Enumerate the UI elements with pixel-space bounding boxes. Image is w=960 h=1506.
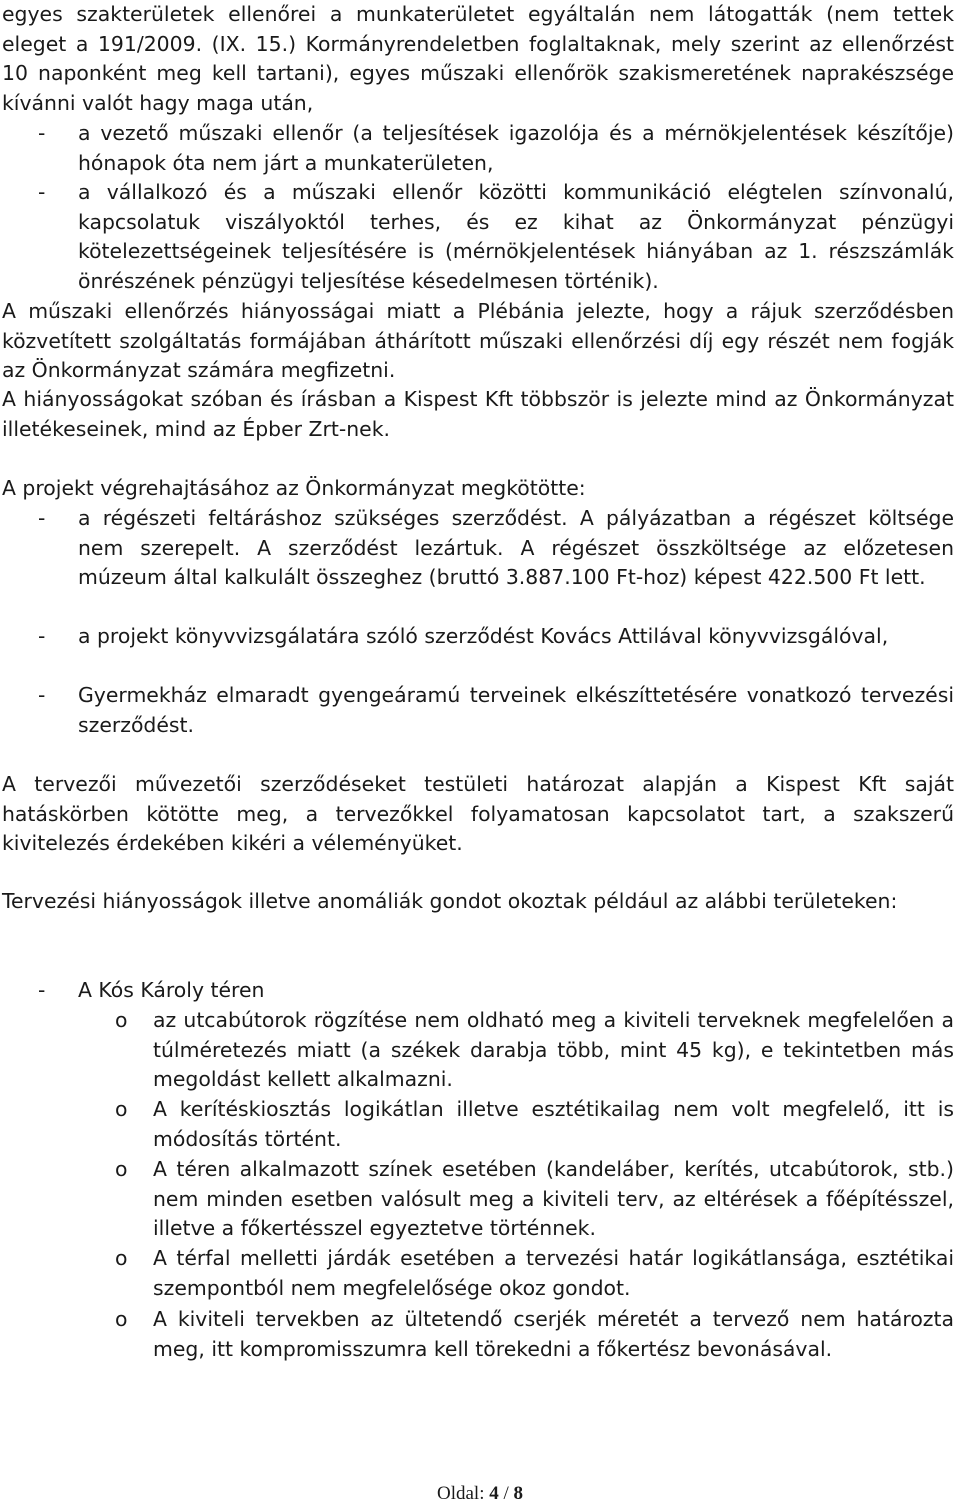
list-dash: - xyxy=(38,121,46,145)
list-dash: - xyxy=(38,624,46,648)
sublist-item-fence: A kerítéskiosztás logikátlan illetve esztétikailag nem volt megfelelő, itt is módosítás történt. xyxy=(153,1097,954,1151)
sublist-item-shrubs: A kiviteli tervekben az ültetendő cserjék méretét a tervező nem határozta meg, itt kompromisszumra kell törekedni a főkertész bevonásával. xyxy=(153,1307,954,1361)
list-item-lead-inspector: a vezető műszaki ellenőr (a teljesítések igazolója és a mérnökjelentések készítője) hónapok óta nem járt a munkaterületen, xyxy=(78,121,954,175)
paragraph-inspectors: egyes szakterületek ellenőrei a munkaterületet egyáltalán nem látogatták (nem tettek eleget a 191/2009. (IX. 15.) Kormányrendeletben foglaltaknak, mely szerint az ellenőrzést 10 naponként meg kell tartani), egyes műszaki ellenőrök szakismeretének naprakészsége kívánni valót hagy maga után, xyxy=(2,2,954,115)
paragraph-deficiencies: A hiányosságokat szóban és írásban a Kispest Kft többször is jelezte mind az Önkormányzat illetékeseinek, mind az Épber Zrt-nek. xyxy=(2,387,954,441)
sublist-item-colors: A téren alkalmazott színek esetében (kandeláber, kerítés, utcabútorok, stb.) nem minden esetben valósult meg a kiviteli terv, az eltérések a főépítésszel, illetve a főkertésszel egyeztetve történnek. xyxy=(153,1157,954,1241)
footer-label: Oldal: xyxy=(436,1483,485,1504)
page-total: 8 xyxy=(513,1483,524,1504)
sublist-item-sidewalks: A térfal melletti járdák esetében a tervezési határ logikátlansága, esztétikai szempontból nem megfelelősége okoz gondot. xyxy=(153,1246,954,1300)
list-bullet: o xyxy=(115,1246,128,1270)
list-dash: - xyxy=(38,683,46,707)
list-item-audit: a projekt könyvvizsgálatára szóló szerződést Kovács Attilával könyvvizsgálóval, xyxy=(78,624,889,648)
list-item-design-contract: Gyermekház elmaradt gyengeáramú terveinek elkészíttetésére vonatkozó tervezési szerződést. xyxy=(78,683,954,737)
sublist-item-furniture: az utcabútorok rögzítése nem oldható meg a kiviteli terveknek megfelelően a túlméretezés miatt (a székek darabja több, mint 45 kg), e tekintetben más megoldást kellett alkalmazni. xyxy=(153,1008,954,1092)
list-dash: - xyxy=(38,978,46,1002)
page-separator: / xyxy=(503,1483,509,1504)
list-item-archaeology: a régészeti feltáráshoz szükséges szerződést. A pályázatban a régészet költsége nem szerepelt. A szerződést lezártuk. A régészet összköltsége az előzetesen múzeum által kalkulált összeghez (bruttó 3.887.100 Ft-hoz) képest 422.500 Ft lett. xyxy=(78,506,954,590)
list-dash: - xyxy=(38,506,46,530)
list-dash: - xyxy=(38,180,46,204)
paragraph-parish: A műszaki ellenőrzés hiányosságai miatt a Plébánia jelezte, hogy a rájuk szerződésben közvetített szolgáltatás formájában áthárított műszaki ellenőrzési díj egy részét nem fogják az Önkormányzat számára megfizetni. xyxy=(2,299,954,383)
list-bullet: o xyxy=(115,1097,128,1121)
page-number: 4 xyxy=(489,1483,499,1504)
list-bullet: o xyxy=(115,1157,128,1181)
page-footer xyxy=(0,1482,960,1506)
paragraph-contracts-intro: A projekt végrehajtásához az Önkormányzat megkötötte: xyxy=(2,476,586,500)
list-bullet: o xyxy=(115,1008,128,1032)
list-bullet: o xyxy=(115,1307,128,1331)
list-item-square: A Kós Károly téren xyxy=(78,978,265,1002)
list-item-communication: a vállalkozó és a műszaki ellenőr közötti kommunikáció elégtelen színvonalú, kapcsolatuk viszályoktól terhes, és ez kihat az Önkormányzat pénzügyi kötelezettségeinek teljesítésére is (mérnökjelentések hiányában az 1. részszámlák önrészének pénzügyi teljesítése késedelmesen történik). xyxy=(78,180,954,293)
paragraph-supervision: A tervezői művezetői szerződéseket testületi határozat alapján a Kispest Kft saját hatáskörben kötötte meg, a tervezőkkel folyamatosan kapcsolatot tart, a szakszerű kivitelezés érdekében kikéri a véleményüket. xyxy=(2,772,954,856)
paragraph-design-issues: Tervezési hiányosságok illetve anomáliák gondot okoztak például az alábbi területeken: xyxy=(2,889,898,913)
